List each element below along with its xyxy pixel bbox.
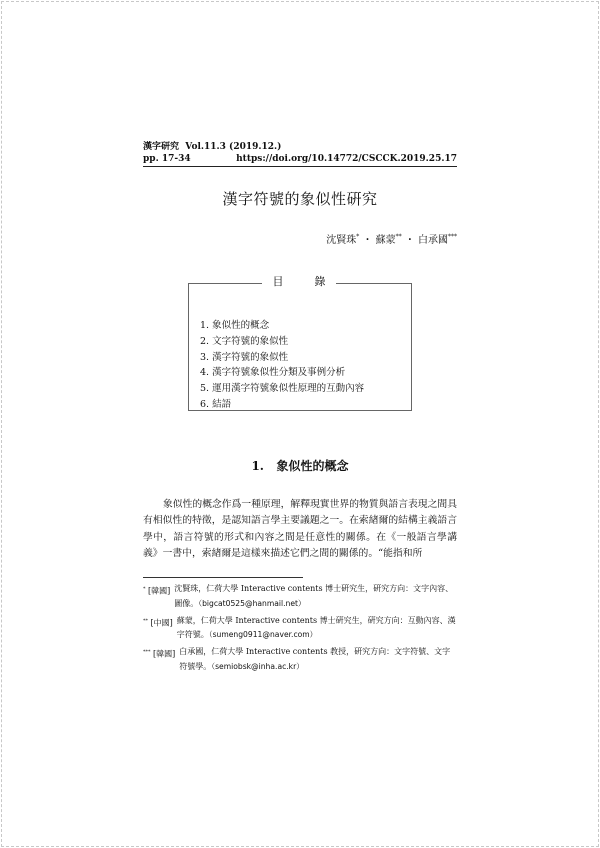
footnote-body xyxy=(179,645,457,675)
journal-name: 漢字研究 xyxy=(143,142,180,152)
footnote-email[interactable]: （sumeng0911@naver.com） xyxy=(208,630,318,640)
footnote-text: 沈賢珠，仁荷大學 Interactive contents 博士硏究生，硏究方向：文字內容、圖像。 xyxy=(174,584,454,608)
footnote-text: 白承國，仁荷大學 Interactive contents 教授，硏究方向：文字符號、文字符號學。 xyxy=(179,647,451,671)
section-heading xyxy=(143,457,457,474)
footnote-mark-wrap xyxy=(143,582,174,612)
footnote-text: 蘇蒙，仁荷大學 Interactive contents 博士硏究生，硏究方向：互動內容、漢字符號。 xyxy=(176,615,456,640)
footnote xyxy=(143,645,457,675)
footnote-mark-wrap xyxy=(143,614,177,644)
footnote-mark-wrap xyxy=(143,645,179,675)
footnote xyxy=(143,614,457,644)
author-mark: *** xyxy=(448,233,457,241)
footnote xyxy=(143,582,457,612)
journal-volume: Vol.11.3 (2019.12.) xyxy=(185,142,282,152)
author-line xyxy=(326,231,457,246)
footnote-body xyxy=(177,614,457,644)
footnote-mark: *** xyxy=(143,649,151,656)
toc-list xyxy=(200,318,364,413)
footnote-country: [韓國] xyxy=(148,586,171,596)
author-name: 白承國 xyxy=(418,235,448,246)
footnote-email[interactable]: （bigcat0525@hanmail.net） xyxy=(198,598,306,608)
section-number: 1. xyxy=(251,459,264,473)
toc-item[interactable]: 3. 漢字符號的象似性 xyxy=(200,351,289,363)
journal-info xyxy=(143,141,281,153)
author-name: 沈賢珠 xyxy=(326,235,357,246)
body-paragraph: 象似性的概念作爲一種原理，解釋現實世界的物質與語言表現之間具有相似性的特徵，是認知語言學主要議題之一。在索緖爾的結構主義語言學中，語言符號的形式和內容之間是任意性的關係。在《一般語言學講義》一書中，索緖爾是這樣來描述它們之間的關係的。“能指和所 xyxy=(143,499,457,559)
footnote-mark: ** xyxy=(143,617,148,624)
toc-item[interactable]: 6. 結語 xyxy=(200,398,232,410)
toc-item[interactable]: 4. 漢字符號象似性分類及事例分析 xyxy=(200,367,346,379)
page-range: pp. 17-34 xyxy=(143,154,191,164)
toc-title: 目 錄 xyxy=(262,273,336,289)
footnote-email[interactable]: （semiobsk@inha.ac.kr） xyxy=(211,661,304,671)
author-separator: ・ xyxy=(362,235,373,246)
author-name: 蘇蒙 xyxy=(375,235,396,246)
author-separator: ・ xyxy=(404,235,415,246)
header-rule xyxy=(143,166,457,167)
toc-item[interactable]: 5. 運用漢字符號象似性原理的互動內容 xyxy=(200,383,365,395)
footnote-rule xyxy=(143,577,303,578)
author-mark: * xyxy=(356,233,360,241)
footnotes xyxy=(143,582,457,677)
toc-item[interactable]: 2. 文字符號的象似性 xyxy=(200,335,289,347)
page-border xyxy=(1,1,599,847)
footnote-mark: * xyxy=(143,586,146,592)
footnote-country: [韓國] xyxy=(153,649,176,659)
toc-item[interactable]: 1. 象似性的概念 xyxy=(200,320,270,331)
footnote-country: [中國] xyxy=(150,618,173,628)
paper-title: 漢字符號的象似性硏究 xyxy=(222,190,378,208)
doi-link[interactable]: https://doi.org/10.14772/CSCCK.2019.25.17 xyxy=(236,154,457,164)
section-title: 象似性的概念 xyxy=(276,459,349,473)
journal-header xyxy=(143,141,457,165)
footnote-body xyxy=(174,582,457,612)
author-mark: ** xyxy=(395,233,402,241)
